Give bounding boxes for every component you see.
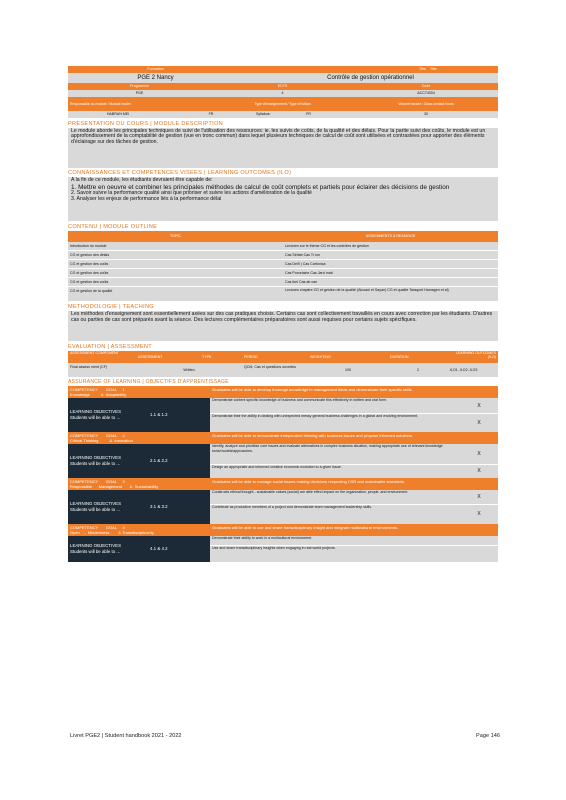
aol-goal-row	[68, 386, 498, 398]
aol-group-2	[68, 432, 498, 478]
objective-mark	[460, 546, 498, 562]
aol-group-3	[68, 478, 498, 524]
outcomes-title: CONNAISSANCES ET COMPETENCES VISEES | LEARNING OUTCOMES (ILO)	[68, 170, 292, 176]
eval-component: Final assess ment (CF)	[70, 364, 108, 369]
objective-mark: X	[477, 494, 481, 500]
goal-description: Graduates will be able to use and share transdisciplinary insight and integrate multicultural environments.	[212, 525, 399, 530]
lo-objectives	[210, 444, 498, 478]
formation-label: Formation	[147, 67, 164, 71]
eval-header-duration: DURATION	[390, 354, 409, 359]
lo-box	[68, 444, 210, 478]
assignment-cell: Cas Delfi ) Cas Cartonica	[285, 261, 326, 266]
lo-label: LEARNING OBJECTIVES Students will be able to ...	[70, 501, 121, 512]
syllabus-label: Syllabus:	[256, 112, 271, 116]
header-row-leader-values	[68, 111, 498, 118]
objective-text: Constructs ethical thought - sustainable values (social) are able effect impact on the organization, people, and environment.	[212, 490, 409, 494]
table-row	[68, 269, 498, 278]
objective-text: Use and share transdisciplinary insights when engaging in real world projects.	[212, 546, 336, 550]
topic-cell: CG et gestion des coûts	[70, 279, 109, 284]
lo-objectives	[210, 490, 498, 524]
goal-label: COMPETENCY GOAL 3 Responsible Management & Sustainability	[70, 479, 159, 490]
title-label: Title	[430, 67, 437, 71]
tuition-type-value: FR	[208, 112, 214, 116]
lo-box	[68, 398, 210, 432]
topic-header: TOPIC	[170, 233, 181, 238]
contact-hours-value: 30	[424, 112, 428, 116]
goal-label: COMPETENCY GOAL 2 Critical Thinking & Innovation	[70, 433, 133, 444]
objective-text: Identify, analyze and prioritize core issues and evaluate alternatives in complex business situation, making appropriate use of relevant knowledge tools/models/approaches.	[212, 444, 443, 453]
eval-header-ilo: LEARNING OUTCOMES (ILO)	[455, 350, 496, 360]
assignment-cell: Lectures sur le thème CG et les contrôles de gestion	[285, 243, 369, 248]
syllabus-value: FR	[306, 112, 311, 116]
objective-mark: X	[477, 403, 481, 409]
evaluation-title: EVALUATION | ASSESSMENT	[68, 343, 152, 350]
lo-box	[68, 536, 210, 562]
program-value: PGE 2 Nancy	[137, 75, 174, 81]
aol-goal-row	[68, 432, 498, 444]
outcomes-box	[68, 177, 498, 221]
table-row	[68, 251, 498, 260]
objective-row	[210, 465, 498, 478]
content-table-body	[68, 242, 498, 302]
code-label: Code	[421, 84, 431, 88]
lo-objectives	[210, 536, 498, 562]
titre-label: Titre	[418, 67, 426, 71]
outcome-item-3: 3. Analyser les enjeux de performance liés à la performance délai	[71, 196, 222, 203]
goal-description: Graduates will be able to manage social issues making decisions respecting CSR and sustainable standards.	[212, 479, 406, 484]
header-row-program-title	[68, 73, 498, 83]
eval-header-assessment: ASSESSMENT	[138, 354, 163, 359]
objective-mark: X	[477, 468, 481, 474]
table-row	[68, 242, 498, 251]
aol-title: ASSURANCE OF LEARNING | OBJECTIFS D'APPRENTISSAGE	[68, 379, 229, 385]
lo-number: 2.1 & 2.2	[150, 458, 168, 464]
table-row	[68, 278, 498, 287]
goal-description: Graduates will be able to demonstrate independent thinking with business issues and propose informed solutions.	[212, 433, 414, 438]
evaluation-row	[68, 363, 498, 377]
aol-goal-row	[68, 478, 498, 490]
objective-row	[210, 414, 498, 432]
assignment-cell: Cas Porcelaine Cas Jard mab	[285, 270, 333, 275]
presentation-text: Le module aborde les principales techniques de suivi de l'utilisation des ressources: ie. les suivis de coûts, de la qualité et des délais. Pour la partie suivi des coûts, le module est un approfondissement de la comptabilité de gestion (vue en tronc commun) dans lequel plusieurs techniques de calcul de coût sont utilisées et contrastées pour apporter des éléments d'éclairage sur des tâches de gestion.	[68, 128, 498, 168]
syllabus-page	[68, 66, 498, 562]
aol-group-4	[68, 524, 498, 562]
programme-value: PGE	[135, 91, 144, 95]
outcome-item-2: 2. Savoir suivre la performance qualité ainsi que prioriser et suivre les actions d'amélioration de la qualité	[71, 190, 312, 197]
assignment-cell: Lectures chapitre CG et gestion de la qualité (Alcoaol et Sayan) CG et qualité Taraquet Hamagen et al)	[285, 287, 449, 292]
objective-mark	[460, 536, 498, 545]
goal-label: COMPETENCY GOAL 4 Open - Mindedness & Transdisciplinarity	[70, 525, 154, 536]
objective-row	[210, 505, 498, 524]
eval-assessment: Written	[183, 367, 195, 372]
objective-text: Demonstrate their the ability in dealing with unexpected messy general business challenges in a global and evolving environment.	[212, 414, 419, 418]
contact-hours-label: Volume horaire / Class contact hours	[398, 102, 454, 106]
objective-mark: X	[477, 420, 481, 426]
aol-lo-row	[68, 536, 498, 562]
objective-row	[210, 536, 498, 546]
topic-cell: CG et gestion des coûts	[70, 261, 109, 266]
assignment-cell: Cas Ikel Cas ab ose	[285, 279, 318, 284]
footer-handbook-label: Livret PGE2 | Student handbook 2021 - 2022	[70, 733, 182, 739]
objective-text: Design an appropriate and informed creative economic evolution to a given issue.	[212, 465, 342, 469]
course-title: Contrôle de gestion opérationnel	[327, 75, 414, 81]
header-row-leader-labels	[68, 97, 498, 111]
outcome-item-1: 1. Mettre en oeuvre et combiner les principales méthodes de calcul de coût complets et partiels pour éclairer des décisions de gestion	[71, 183, 450, 191]
aol-lo-row	[68, 490, 498, 524]
header-row-formation	[68, 66, 498, 73]
table-row	[68, 260, 498, 269]
eval-header-weighting: WEIGHTING	[310, 354, 331, 359]
methodology-title: METHODOLOGIE | TEACHING	[68, 304, 154, 310]
table-row	[68, 287, 498, 302]
aol-lo-row	[68, 398, 498, 432]
topic-cell: CG et gestion de la qualité	[70, 288, 113, 293]
topic-cell: CG et gestion des coûts	[70, 270, 109, 275]
evaluation-header-row	[68, 351, 498, 363]
eval-type: QCM, Cas et questions ouvertes	[244, 364, 296, 369]
footer-page-number: Page 146	[476, 733, 500, 739]
objective-mark: X	[477, 511, 481, 517]
lo-box	[68, 490, 210, 524]
presentation-title: PRESENTATION DU COURS | MODULE DESCRIPTION	[68, 120, 223, 127]
objective-row	[210, 444, 498, 465]
lo-number: 1.1 & 1.2	[150, 412, 168, 418]
content-header-row	[68, 231, 498, 242]
goal-description: Graduates will be able to develop thorough knowledge in management fields and demonstrate their specific skills.	[212, 387, 413, 392]
aol-group-1	[68, 386, 498, 432]
lo-objectives	[210, 398, 498, 432]
objective-text: Demonstrate content specific knowledge of business and communicate this effectively in written and oral form.	[212, 398, 388, 402]
lo-label: LEARNING OBJECTIVES Students will be able to ...	[70, 455, 121, 466]
objective-row	[210, 398, 498, 414]
outcomes-intro: A la fin de ce module, les étudiants devraient être capable de:	[71, 177, 213, 183]
programme-label: Programme	[130, 84, 149, 88]
aol-lo-row	[68, 444, 498, 478]
ects-label: ECTS	[277, 84, 288, 88]
eval-header-period: PERIOD	[244, 354, 258, 359]
goal-label: COMPETENCY GOAL 1 Knowledge & Adaptability	[70, 387, 127, 398]
eval-ilo: ILO1, ILO2, ILO3	[450, 367, 478, 372]
topic-cell: CG et gestion des délais	[70, 252, 110, 257]
page-footer	[70, 733, 500, 740]
lo-label: LEARNING OBJECTIVES Students will be able to ...	[70, 409, 121, 420]
ects-value: 4	[281, 91, 284, 95]
objective-row	[210, 546, 498, 562]
header-row-code-labels	[68, 83, 498, 90]
eval-header-type: TYPE	[202, 354, 212, 359]
aol-goal-row	[68, 524, 498, 536]
module-leader-label: Responsable du module / Module leader	[70, 102, 131, 106]
objective-text: Contribute as productive members of a project and demonstrate team management leadership skills.	[212, 505, 373, 509]
lo-number: 4.1 & 4.2	[150, 546, 168, 552]
objective-text: Demonstrate their ability to work in a multicultural environment.	[212, 536, 313, 540]
assignments-header: ASSIGNMENTS & READINGS	[365, 233, 416, 238]
lo-number: 3.1 & 3.2	[150, 504, 168, 510]
objective-mark: X	[477, 451, 481, 457]
methodology-text: Les méthodes d'enseignement sont essentiellement axées sur des cas pratiques choisis. Certains cas sont collectivement travaillés en cours avec correction par les étudiants. D'autres cas ou parties de cas sont préparés avant la séance. Des lectures complémentaires préparatoires sont aussi requises pour certains sujets spécifiques.	[68, 311, 498, 341]
objective-row	[210, 490, 498, 505]
eval-header-component: ASSESSMENT COMPONENT	[70, 350, 119, 355]
assignment-cell: Cas Sétiab Cas Tr ion	[285, 252, 320, 257]
module-leader-value: HABRAN MEI	[106, 112, 130, 116]
tuition-type-label: Type d'enseignement / Type of tuition	[254, 102, 311, 106]
code-value: ACC74004	[417, 91, 435, 95]
header-row-code-values	[68, 90, 498, 97]
content-title: CONTENU | MODULE OUTLINE	[68, 223, 158, 230]
lo-label: LEARNING OBJECTIVES Students will be able to ...	[70, 543, 121, 554]
eval-duration: 2	[417, 367, 419, 372]
eval-weighting: 100	[345, 367, 351, 372]
topic-cell: Introduction du module	[70, 243, 107, 248]
